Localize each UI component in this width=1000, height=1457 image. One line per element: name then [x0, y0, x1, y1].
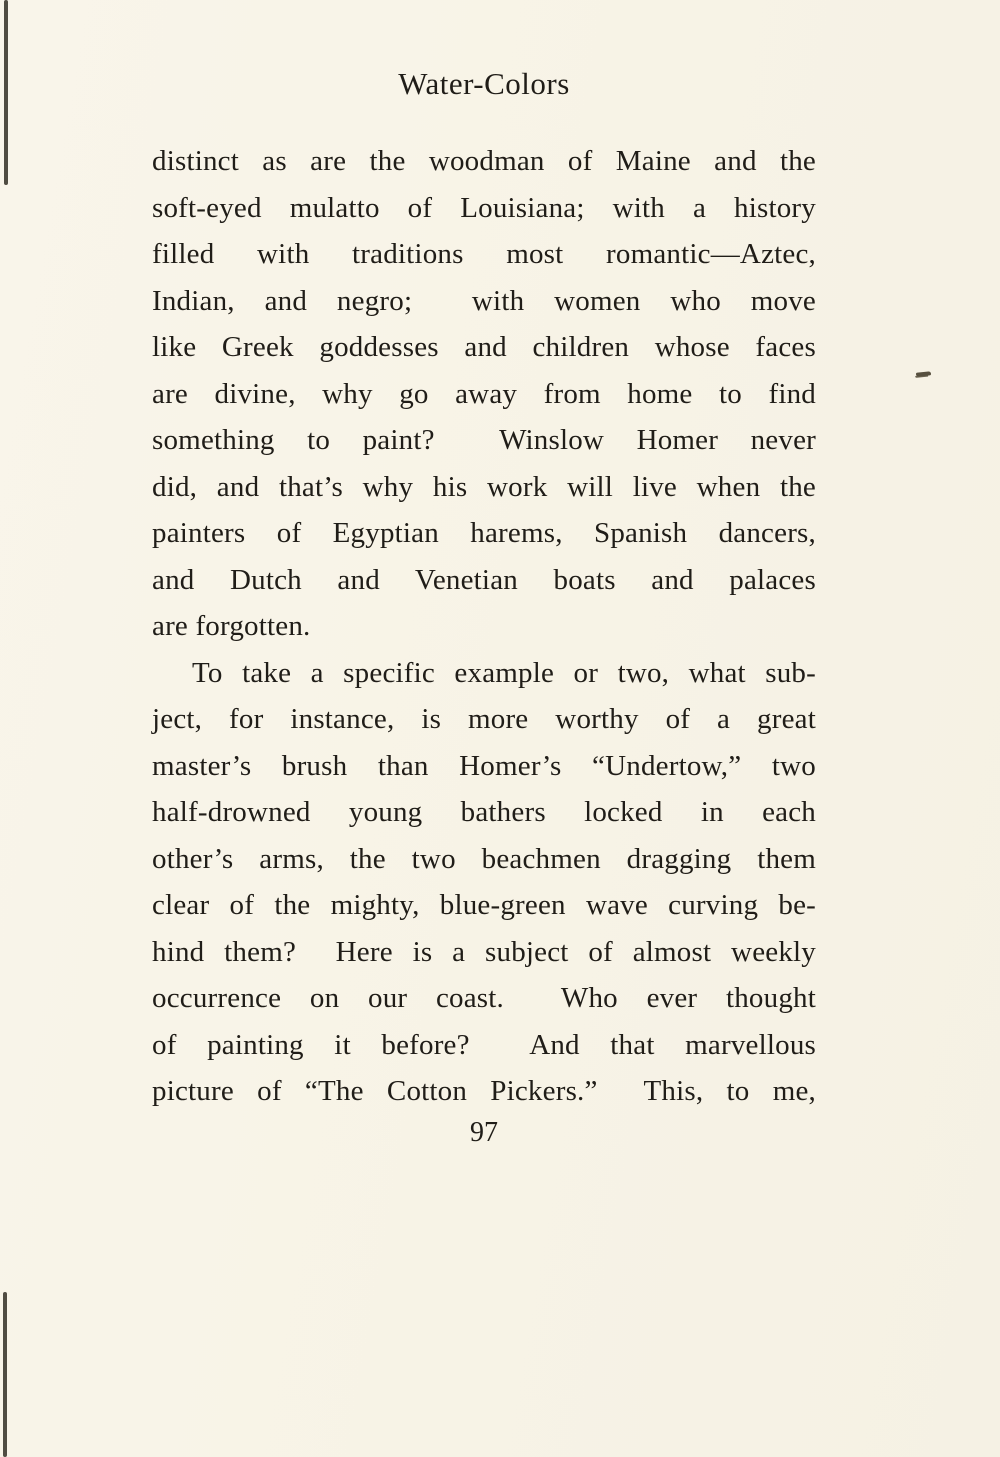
- text-line: Indian, and negro; with women who move: [152, 284, 816, 317]
- text-line: half-drowned young bathers locked in each: [152, 796, 816, 828]
- scan-edge-artifact-top: [4, 0, 8, 185]
- text-line: and Dutch and Venetian boats and palaces: [152, 563, 816, 596]
- text-line: like Greek goddesses and children whose faces: [152, 331, 816, 363]
- text-line: ject, for instance, is more worthy of a great: [152, 703, 816, 735]
- ink-smudge: [916, 371, 931, 377]
- running-header: Water-Colors: [398, 66, 570, 101]
- text-line: are divine, why go away from home to find: [152, 377, 816, 410]
- text-line: hind them? Here is a subject of almost weekly: [152, 935, 816, 968]
- text-line: distinct as are the woodman of Maine and the: [152, 145, 816, 177]
- text-line: picture of “The Cotton Pickers.” This, to me,: [152, 1075, 816, 1107]
- text-line: filled with traditions most romantic—Aztec,: [152, 238, 816, 270]
- text-line: master’s brush than Homer’s “Undertow,” two: [152, 749, 816, 782]
- page-number: 97: [470, 1117, 498, 1148]
- text-line: To take a specific example or two, what sub-: [192, 656, 816, 689]
- scan-edge-artifact-bottom: [3, 1292, 7, 1457]
- text-line: painters of Egyptian harems, Spanish dancers,: [152, 517, 816, 549]
- text-line: occurrence on our coast. Who ever thought: [152, 982, 816, 1014]
- text-line: clear of the mighty, blue-green wave curving be-: [152, 889, 816, 921]
- text-line: of painting it before? And that marvellous: [152, 1028, 816, 1061]
- text-line: did, and that’s why his work will live when the: [152, 470, 816, 503]
- text-line: soft-eyed mulatto of Louisiana; with a history: [152, 191, 816, 224]
- text-line: other’s arms, the two beachmen dragging them: [152, 842, 816, 875]
- text-line: are forgotten.: [152, 610, 311, 642]
- body-text: [152, 138, 816, 1115]
- text-line: something to paint? Winslow Homer never: [152, 424, 816, 456]
